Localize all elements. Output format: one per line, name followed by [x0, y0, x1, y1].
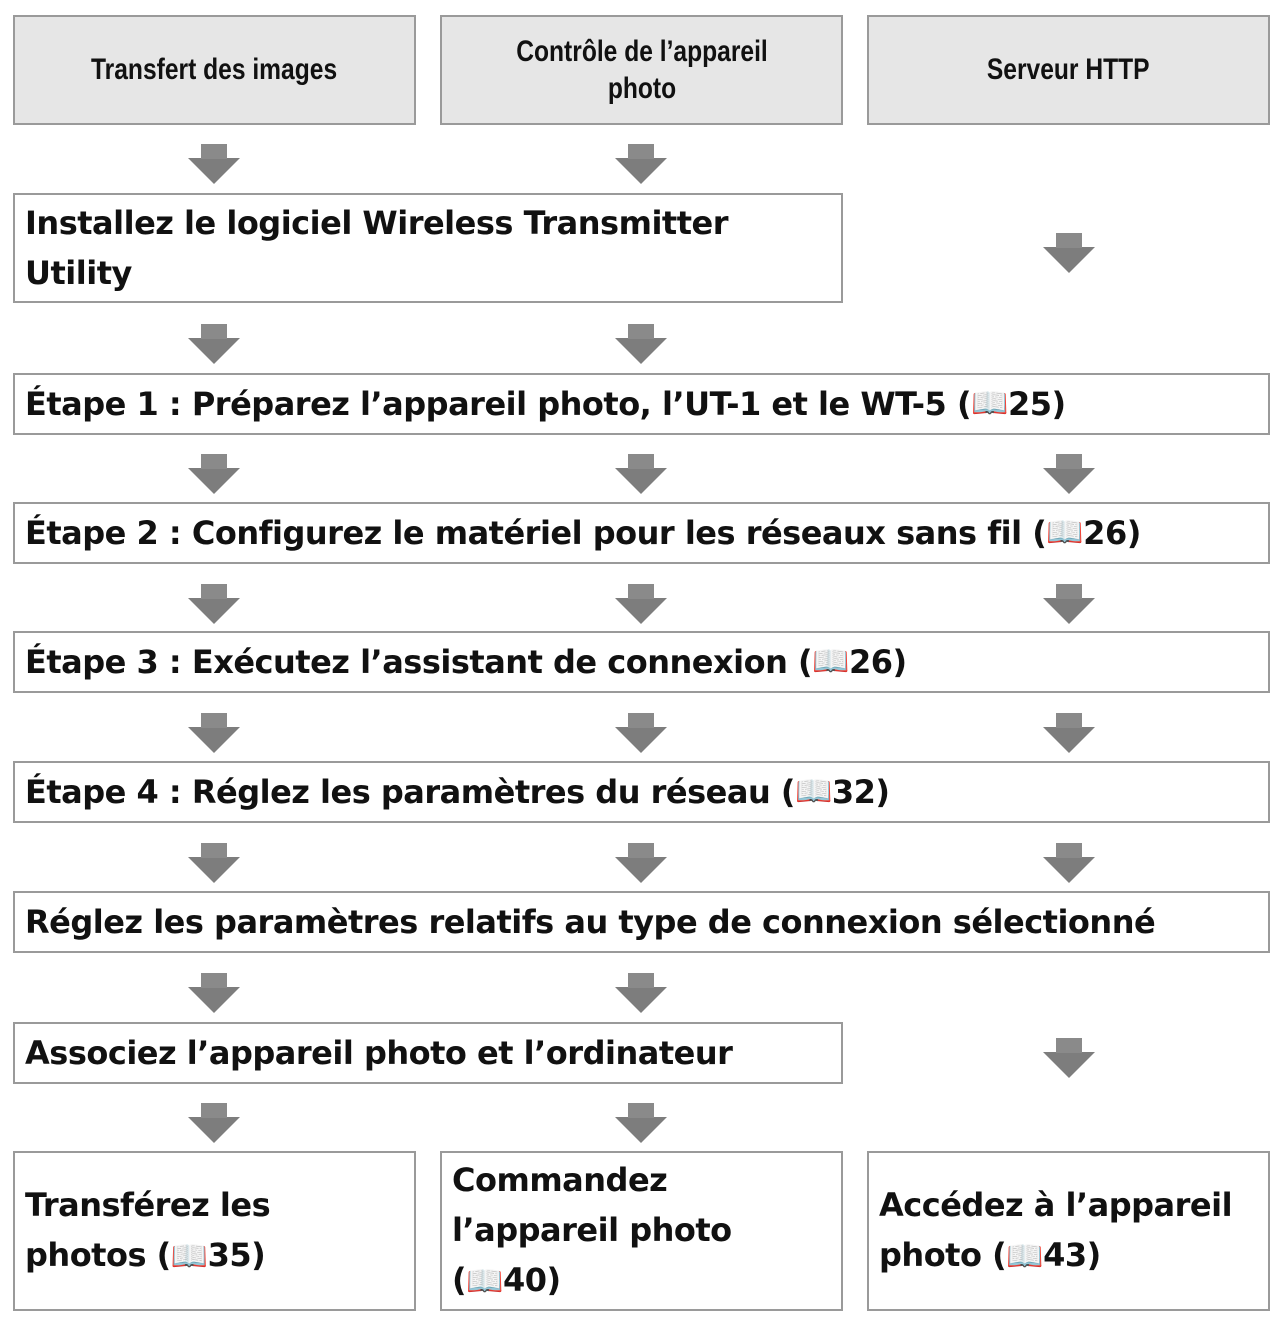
step-1-text: Étape 1 : Préparez l’appareil photo, l’UT-1 et le WT-5 ( [25, 385, 972, 423]
step-4-text: Étape 4 : Réglez les paramètres du réseau ( [25, 773, 795, 811]
flow-arrow [188, 857, 240, 883]
outcome-control-text [452, 1155, 732, 1307]
column-header-camera-control-label: Contrôle de l’appareil photo [515, 34, 768, 105]
flow-arrow [188, 1117, 240, 1143]
outcome-control-line3-text: ( [452, 1261, 467, 1299]
outcome-transfer-line2 [25, 1230, 270, 1282]
step-1-page: 25) [1007, 385, 1066, 423]
connection-settings-text: Réglez les paramètres relatifs au type de connexion sélectionné [25, 903, 1156, 941]
flow-arrow [1043, 727, 1095, 753]
step-2-text: Étape 2 : Configurez le matériel pour les réseaux sans fil ( [25, 514, 1047, 552]
flow-arrow [615, 1117, 667, 1143]
outcome-access-page: 43) [1043, 1236, 1101, 1274]
outcome-transfer-page: 35) [207, 1236, 266, 1274]
book-icon: 📖 [466, 1264, 503, 1299]
outcome-control-line3 [452, 1255, 732, 1307]
step-4-box [13, 761, 1270, 823]
book-icon: 📖 [1006, 1239, 1044, 1274]
flow-arrow [615, 598, 667, 624]
outcome-transfer-box [13, 1151, 416, 1311]
flow-arrow [188, 987, 240, 1013]
outcome-control-page: 40) [502, 1261, 561, 1299]
connection-settings-box [13, 891, 1270, 953]
step-4-page: 32) [831, 773, 890, 811]
flow-arrow [615, 158, 667, 184]
outcome-access-text [879, 1180, 1232, 1282]
flow-arrow [615, 727, 667, 753]
outcome-transfer-line2-text: photos ( [25, 1236, 171, 1274]
pair-step-text: Associez l’appareil photo et l’ordinateur [25, 1034, 733, 1072]
book-icon: 📖 [794, 774, 832, 809]
outcome-access-box [867, 1151, 1270, 1311]
outcome-access-line2 [879, 1230, 1232, 1282]
step-3-text: Étape 3 : Exécutez l’assistant de connexion ( [25, 643, 813, 681]
outcome-access-line2-text: photo ( [879, 1236, 1007, 1274]
flow-arrow [188, 598, 240, 624]
flow-arrow [1043, 468, 1095, 494]
outcome-control-box [440, 1151, 843, 1311]
install-step-text: Installez le logiciel Wireless Transmitter Utility [25, 204, 728, 292]
flow-arrow [1043, 857, 1095, 883]
flow-arrow [188, 468, 240, 494]
pair-step-box [13, 1022, 843, 1084]
outcome-access-line1: Accédez à l’appareil [879, 1186, 1233, 1224]
outcome-control-line2: l’appareil photo [452, 1211, 732, 1249]
outcome-control-line1: Commandez [452, 1161, 668, 1199]
flow-arrow [188, 158, 240, 184]
book-icon: 📖 [170, 1239, 208, 1274]
column-header-http-server [867, 15, 1270, 125]
outcome-transfer-text [25, 1180, 270, 1282]
step-3-page: 26) [848, 643, 907, 681]
flow-arrow [188, 338, 240, 364]
book-icon: 📖 [812, 644, 849, 679]
book-icon: 📖 [971, 386, 1008, 421]
step-2-page: 26) [1083, 514, 1141, 552]
flow-arrow [615, 468, 667, 494]
book-icon: 📖 [1046, 515, 1084, 550]
flow-arrow [615, 338, 667, 364]
column-header-camera-control [440, 15, 843, 125]
step-2-box [13, 502, 1270, 564]
column-header-transfer [13, 15, 416, 125]
step-1-box [13, 373, 1270, 435]
step-3-box [13, 631, 1270, 693]
flow-arrow [1043, 247, 1095, 273]
flow-arrow [1043, 1052, 1095, 1078]
flow-arrow [188, 727, 240, 753]
column-header-transfer-label: Transfert des images [91, 53, 338, 87]
install-step-box [13, 193, 843, 303]
flow-arrow [1043, 598, 1095, 624]
flow-arrow [615, 857, 667, 883]
flow-arrow [615, 987, 667, 1013]
outcome-transfer-line1: Transférez les [25, 1186, 271, 1224]
column-header-http-server-label: Serveur HTTP [987, 53, 1150, 87]
